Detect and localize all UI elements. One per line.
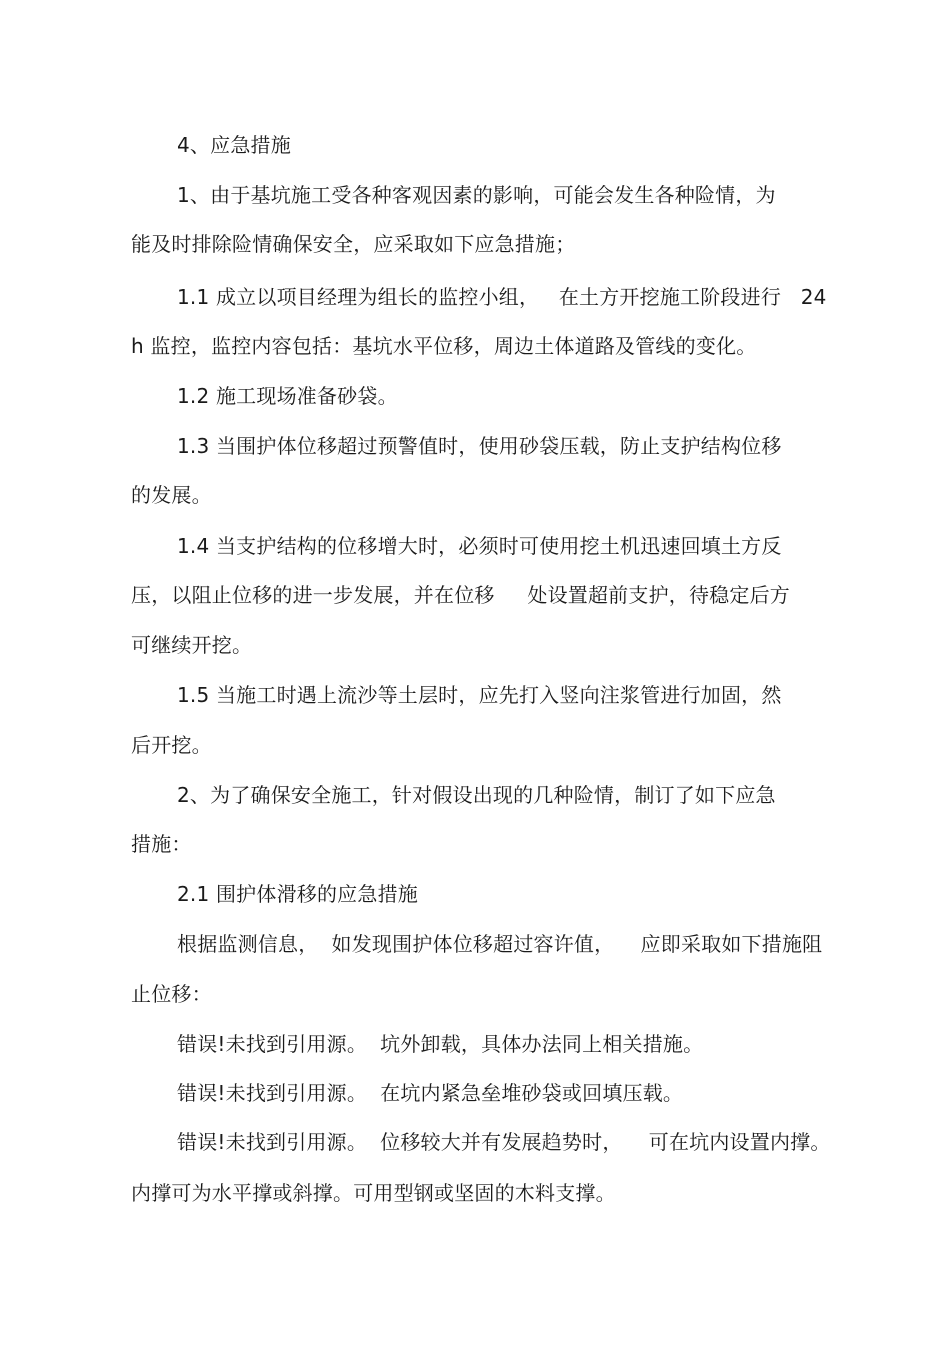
paragraph-line: 内撑可为水平撑或斜撑。可用型钢或坚固的木料支撑。 (131, 1181, 616, 1205)
paragraph-line: 错误!未找到引用源。 在坑内紧急垒堆砂袋或回填压载。 (177, 1081, 684, 1105)
paragraph-line: 可继续开挖。 (131, 633, 253, 657)
paragraph-line: 1.5 当施工时遇上流沙等土层时，应先打入竖向注浆管进行加固，然 (177, 683, 782, 707)
paragraph-line: 止位移： (131, 982, 212, 1006)
subsection-heading: 2.1 围护体滑移的应急措施 (177, 882, 418, 906)
paragraph-line: 后开挖。 (131, 733, 212, 757)
section-heading: 4、应急措施 (177, 133, 291, 157)
paragraph-line: 1.4 当支护结构的位移增大时，必须时可使用挖土机迅速回填土方反 (177, 534, 782, 558)
paragraph-line: 2、为了确保安全施工，针对假设出现的几种险情，制订了如下应急 (177, 783, 776, 807)
paragraph-line: 的发展。 (131, 483, 212, 507)
paragraph-line: 1.1 成立以项目经理为组长的监控小组， 在土方开挖施工阶段进行 24 (177, 285, 827, 309)
paragraph-line: 能及时排除险情确保安全，应采取如下应急措施； (131, 232, 576, 256)
paragraph-line: 1、由于基坑施工受各种客观因素的影响，可能会发生各种险情，为 (177, 183, 776, 207)
paragraph-line: 根据监测信息， 如发现围护体位移超过容许值， 应即采取如下措施阻 (177, 932, 823, 956)
paragraph-line: 措施： (131, 832, 192, 856)
paragraph-line: 1.3 当围护体位移超过预警值时，使用砂袋压载，防止支护结构位移 (177, 434, 782, 458)
paragraph-line: 压，以阻止位移的进一步发展，并在位移 处设置超前支护，待稳定后方 (131, 583, 790, 607)
paragraph-line: h 监控，监控内容包括：基坑水平位移，周边土体道路及管线的变化。 (131, 334, 757, 358)
paragraph-line: 错误!未找到引用源。 坑外卸载，具体办法同上相关措施。 (177, 1032, 704, 1056)
paragraph-line: 错误!未找到引用源。 位移较大并有发展趋势时， 可在坑内设置内撑。 (177, 1130, 831, 1154)
paragraph-line: 1.2 施工现场准备砂袋。 (177, 384, 398, 408)
